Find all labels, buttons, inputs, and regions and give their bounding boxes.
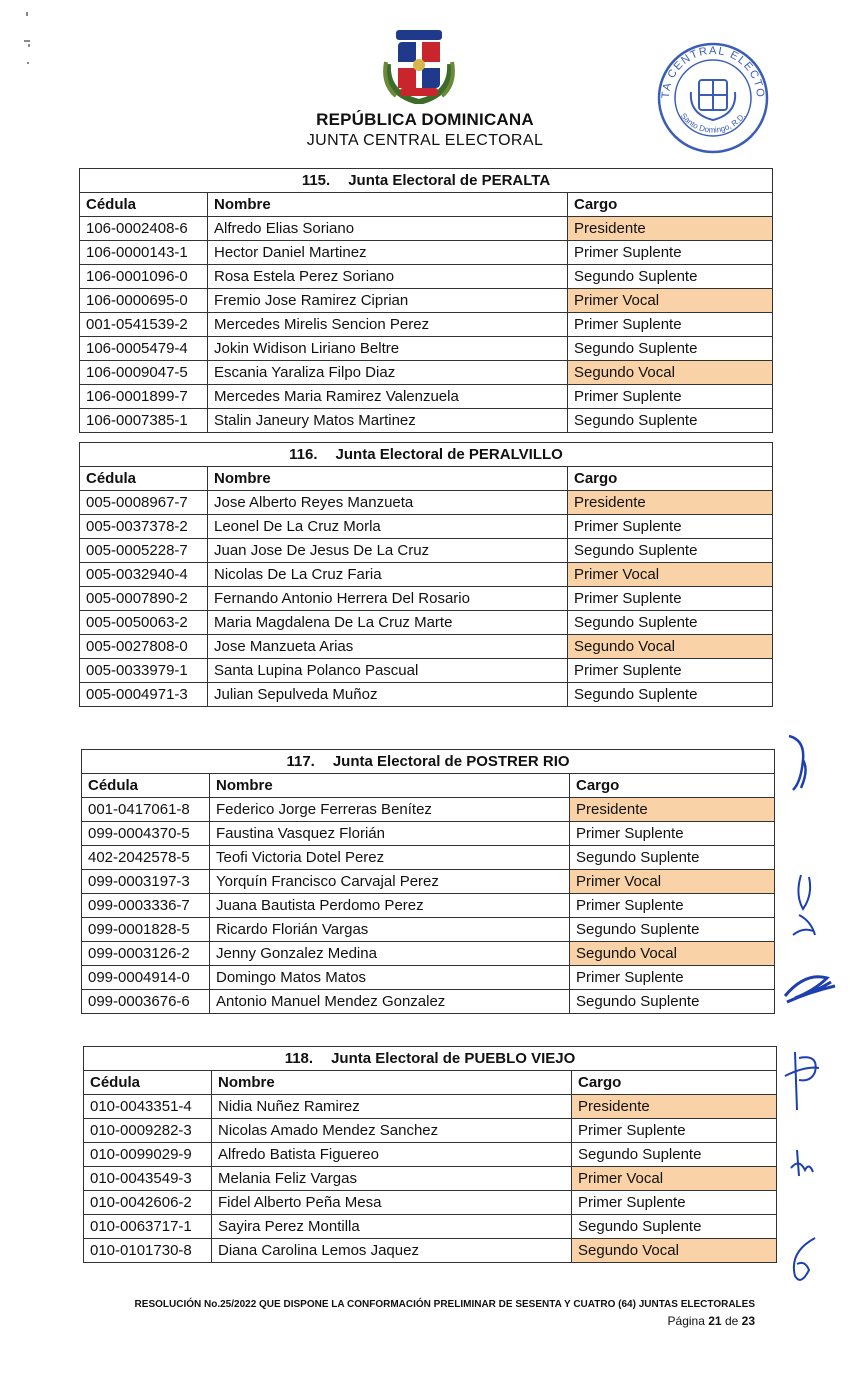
column-header-nombre: Nombre xyxy=(212,1071,572,1095)
cedula-cell: 005-0005228-7 xyxy=(80,539,208,563)
cedula-cell: 099-0004370-5 xyxy=(82,822,210,846)
table-row xyxy=(84,1095,777,1119)
junta-title: 115. Junta Electoral de PERALTA xyxy=(80,169,773,193)
cedula-cell: 099-0003676-6 xyxy=(82,990,210,1014)
cedula-cell: 005-0032940-4 xyxy=(80,563,208,587)
nombre-cell: Mercedes Maria Ramirez Valenzuela xyxy=(208,385,568,409)
junta-table-117 xyxy=(81,749,775,1014)
cargo-cell: Segundo Vocal xyxy=(570,942,775,966)
table-row xyxy=(82,822,775,846)
table-row xyxy=(80,587,773,611)
nombre-cell: Fernando Antonio Herrera Del Rosario xyxy=(208,587,568,611)
junta-table-118 xyxy=(83,1046,777,1263)
table-row xyxy=(82,798,775,822)
cargo-cell: Segundo Suplente xyxy=(568,337,773,361)
cedula-cell: 106-0000695-0 xyxy=(80,289,208,313)
cargo-cell: Segundo Suplente xyxy=(568,539,773,563)
cedula-cell: 010-0043351-4 xyxy=(84,1095,212,1119)
table-row xyxy=(80,361,773,385)
table-row xyxy=(84,1143,777,1167)
nombre-cell: Juan Jose De Jesus De La Cruz xyxy=(208,539,568,563)
cedula-cell: 010-0099029-9 xyxy=(84,1143,212,1167)
table-row xyxy=(84,1167,777,1191)
cedula-cell: 099-0001828-5 xyxy=(82,918,210,942)
nombre-cell: Yorquín Francisco Carvajal Perez xyxy=(210,870,570,894)
document-header xyxy=(0,0,850,160)
nombre-cell: Fremio Jose Ramirez Ciprian xyxy=(208,289,568,313)
column-header-cargo: Cargo xyxy=(572,1071,777,1095)
table-row xyxy=(84,1239,777,1263)
nombre-cell: Maria Magdalena De La Cruz Marte xyxy=(208,611,568,635)
nombre-cell: Federico Jorge Ferreras Benítez xyxy=(210,798,570,822)
cargo-cell: Primer Suplente xyxy=(572,1119,777,1143)
nombre-cell: Juana Bautista Perdomo Perez xyxy=(210,894,570,918)
table-row xyxy=(82,894,775,918)
nombre-cell: Faustina Vasquez Florián xyxy=(210,822,570,846)
junta-table-115 xyxy=(79,168,773,433)
cargo-cell: Segundo Vocal xyxy=(568,361,773,385)
nombre-cell: Teofi Victoria Dotel Perez xyxy=(210,846,570,870)
column-header-cedula: Cédula xyxy=(80,467,208,491)
institution-subtitle: JUNTA CENTRAL ELECTORAL xyxy=(306,132,544,149)
column-header-cedula: Cédula xyxy=(82,774,210,798)
column-header-nombre: Nombre xyxy=(210,774,570,798)
table-header xyxy=(84,1071,777,1095)
nombre-cell: Jenny Gonzalez Medina xyxy=(210,942,570,966)
nombre-cell: Santa Lupina Polanco Pascual xyxy=(208,659,568,683)
handwritten-initial-5 xyxy=(775,1140,845,1190)
cedula-cell: 099-0003336-7 xyxy=(82,894,210,918)
cargo-cell: Primer Vocal xyxy=(570,870,775,894)
table-row xyxy=(80,385,773,409)
cargo-cell: Primer Suplente xyxy=(568,385,773,409)
cargo-cell: Primer Suplente xyxy=(570,822,775,846)
nombre-cell: Leonel De La Cruz Morla xyxy=(208,515,568,539)
table-row xyxy=(82,990,775,1014)
cargo-cell: Primer Suplente xyxy=(570,966,775,990)
table-row xyxy=(80,217,773,241)
cargo-cell: Primer Suplente xyxy=(568,313,773,337)
nombre-cell: Julian Sepulveda Muñoz xyxy=(208,683,568,707)
table-header xyxy=(80,193,773,217)
cargo-cell: Segundo Vocal xyxy=(568,635,773,659)
cedula-cell: 106-0000143-1 xyxy=(80,241,208,265)
junta-title: 117. Junta Electoral de POSTRER RIO xyxy=(82,750,775,774)
cedula-cell: 402-2042578-5 xyxy=(82,846,210,870)
nombre-cell: Antonio Manuel Mendez Gonzalez xyxy=(210,990,570,1014)
cedula-cell: 010-0042606-2 xyxy=(84,1191,212,1215)
document-footer xyxy=(135,1297,755,1329)
nombre-cell: Sayira Perez Montilla xyxy=(212,1215,572,1239)
table-row xyxy=(80,313,773,337)
table-row xyxy=(82,846,775,870)
table-row xyxy=(82,918,775,942)
country-title: REPÚBLICA DOMINICANA xyxy=(316,110,534,129)
handwritten-initial-4 xyxy=(775,1046,845,1116)
table-row xyxy=(80,265,773,289)
table-row xyxy=(84,1215,777,1239)
nombre-cell: Escania Yaraliza Filpo Diaz xyxy=(208,361,568,385)
cargo-cell: Primer Vocal xyxy=(568,289,773,313)
table-row xyxy=(80,659,773,683)
cedula-cell: 010-0043549-3 xyxy=(84,1167,212,1191)
cargo-cell: Segundo Vocal xyxy=(572,1239,777,1263)
cedula-cell: 106-0005479-4 xyxy=(80,337,208,361)
table-row xyxy=(80,337,773,361)
column-header-nombre: Nombre xyxy=(208,193,568,217)
cedula-cell: 005-0008967-7 xyxy=(80,491,208,515)
cargo-cell: Segundo Suplente xyxy=(570,846,775,870)
cargo-cell: Segundo Suplente xyxy=(568,265,773,289)
page-indicator: Página 21 de 23 xyxy=(667,1314,755,1328)
cargo-cell: Segundo Suplente xyxy=(570,918,775,942)
table-row xyxy=(80,289,773,313)
column-header-cedula: Cédula xyxy=(84,1071,212,1095)
cedula-cell: 005-0007890-2 xyxy=(80,587,208,611)
table-row xyxy=(80,515,773,539)
nombre-cell: Stalin Janeury Matos Martinez xyxy=(208,409,568,433)
cedula-cell: 005-0004971-3 xyxy=(80,683,208,707)
cargo-cell: Primer Suplente xyxy=(572,1191,777,1215)
cargo-cell: Segundo Suplente xyxy=(568,683,773,707)
column-header-nombre: Nombre xyxy=(208,467,568,491)
svg-text:JUNTA CENTRAL ELECTORAL: TA CENTRAL ELECTO xyxy=(659,44,767,99)
table-header xyxy=(82,774,775,798)
cedula-cell: 005-0037378-2 xyxy=(80,515,208,539)
cedula-cell: 106-0001899-7 xyxy=(80,385,208,409)
svg-text:Santo Domingo, R.D.: Santo Domingo, R.D. xyxy=(678,111,748,135)
cedula-cell: 106-0002408-6 xyxy=(80,217,208,241)
cedula-cell: 005-0033979-1 xyxy=(80,659,208,683)
junta-title: 116. Junta Electoral de PERALVILLO xyxy=(80,443,773,467)
table-row xyxy=(80,409,773,433)
cedula-cell: 106-0007385-1 xyxy=(80,409,208,433)
cedula-cell: 099-0004914-0 xyxy=(82,966,210,990)
cedula-cell: 099-0003126-2 xyxy=(82,942,210,966)
table-row xyxy=(80,563,773,587)
cargo-cell: Primer Vocal xyxy=(568,563,773,587)
nombre-cell: Ricardo Florián Vargas xyxy=(210,918,570,942)
cargo-cell: Primer Vocal xyxy=(572,1167,777,1191)
nombre-cell: Rosa Estela Perez Soriano xyxy=(208,265,568,289)
handwritten-initial-6 xyxy=(775,1230,845,1290)
column-header-cedula: Cédula xyxy=(80,193,208,217)
junta-title: 118. Junta Electoral de PUEBLO VIEJO xyxy=(84,1047,777,1071)
nombre-cell: Melania Feliz Vargas xyxy=(212,1167,572,1191)
table-row xyxy=(80,635,773,659)
table-row xyxy=(80,683,773,707)
cedula-cell: 010-0009282-3 xyxy=(84,1119,212,1143)
table-row xyxy=(82,942,775,966)
cargo-cell: Presidente xyxy=(568,217,773,241)
table-header xyxy=(80,467,773,491)
handwritten-initial-3 xyxy=(775,962,845,1012)
nombre-cell: Hector Daniel Martinez xyxy=(208,241,568,265)
official-seal-stamp xyxy=(655,40,771,156)
cedula-cell: 010-0063717-1 xyxy=(84,1215,212,1239)
cedula-cell: 099-0003197-3 xyxy=(82,870,210,894)
table-row xyxy=(80,491,773,515)
table-row xyxy=(82,870,775,894)
cargo-cell: Segundo Suplente xyxy=(572,1215,777,1239)
table-row xyxy=(80,241,773,265)
table-row xyxy=(84,1119,777,1143)
coat-of-arms-icon xyxy=(380,24,458,104)
column-header-cargo: Cargo xyxy=(568,467,773,491)
nombre-cell: Fidel Alberto Peña Mesa xyxy=(212,1191,572,1215)
handwritten-initial-1 xyxy=(775,730,845,800)
column-header-cargo: Cargo xyxy=(570,774,775,798)
column-header-cargo: Cargo xyxy=(568,193,773,217)
cargo-cell: Segundo Suplente xyxy=(568,611,773,635)
nombre-cell: Alfredo Elias Soriano xyxy=(208,217,568,241)
handwritten-initial-2 xyxy=(775,865,845,945)
nombre-cell: Nidia Nuñez Ramirez xyxy=(212,1095,572,1119)
cargo-cell: Primer Suplente xyxy=(568,587,773,611)
cargo-cell: Presidente xyxy=(570,798,775,822)
table-row xyxy=(82,966,775,990)
junta-table-116 xyxy=(79,442,773,707)
cargo-cell: Presidente xyxy=(572,1095,777,1119)
cargo-cell: Presidente xyxy=(568,491,773,515)
nombre-cell: Diana Carolina Lemos Jaquez xyxy=(212,1239,572,1263)
cargo-cell: Primer Suplente xyxy=(568,241,773,265)
nombre-cell: Mercedes Mirelis Sencion Perez xyxy=(208,313,568,337)
cargo-cell: Segundo Suplente xyxy=(568,409,773,433)
cargo-cell: Segundo Suplente xyxy=(572,1143,777,1167)
cedula-cell: 106-0009047-5 xyxy=(80,361,208,385)
cargo-cell: Segundo Suplente xyxy=(570,990,775,1014)
cedula-cell: 005-0050063-2 xyxy=(80,611,208,635)
nombre-cell: Jose Alberto Reyes Manzueta xyxy=(208,491,568,515)
table-row xyxy=(80,539,773,563)
cedula-cell: 106-0001096-0 xyxy=(80,265,208,289)
cargo-cell: Primer Suplente xyxy=(568,659,773,683)
table-row xyxy=(80,611,773,635)
cedula-cell: 001-0417061-8 xyxy=(82,798,210,822)
nombre-cell: Alfredo Batista Figuereo xyxy=(212,1143,572,1167)
cargo-cell: Primer Suplente xyxy=(568,515,773,539)
cedula-cell: 010-0101730-8 xyxy=(84,1239,212,1263)
nombre-cell: Domingo Matos Matos xyxy=(210,966,570,990)
nombre-cell: Jose Manzueta Arias xyxy=(208,635,568,659)
resolution-caption: RESOLUCIÓN No.25/2022 QUE DISPONE LA CONFORMACIÓN PRELIMINAR DE SESENTA Y CUATRO (64) JUNTAS ELECTORALES xyxy=(134,1299,755,1310)
nombre-cell: Jokin Widison Liriano Beltre xyxy=(208,337,568,361)
cedula-cell: 001-0541539-2 xyxy=(80,313,208,337)
cargo-cell: Primer Suplente xyxy=(570,894,775,918)
cedula-cell: 005-0027808-0 xyxy=(80,635,208,659)
nombre-cell: Nicolas De La Cruz Faria xyxy=(208,563,568,587)
nombre-cell: Nicolas Amado Mendez Sanchez xyxy=(212,1119,572,1143)
table-row xyxy=(84,1191,777,1215)
